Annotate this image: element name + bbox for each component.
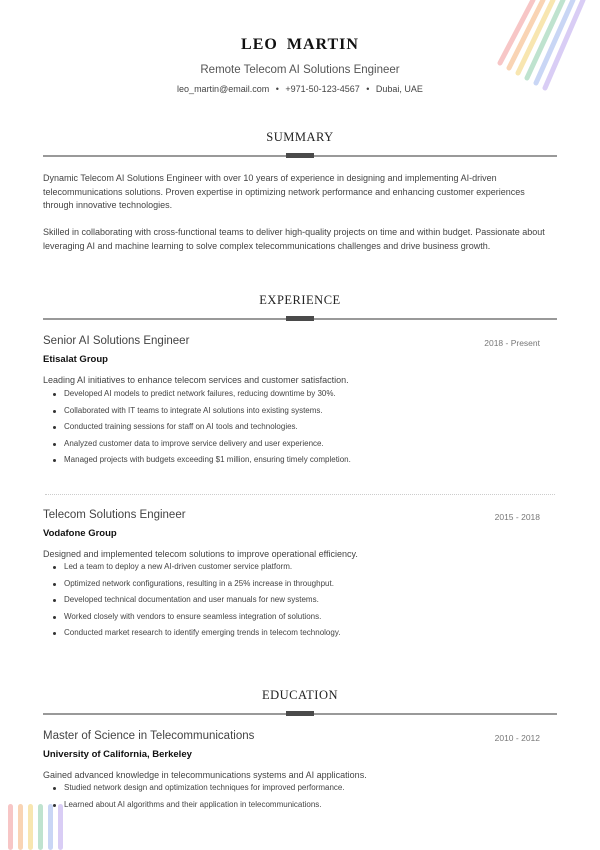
- contact-phone[interactable]: +971-50-123-4567: [285, 84, 360, 94]
- job-bullet: Conducted training sessions for staff on AI tools and technologies.: [53, 420, 351, 437]
- job-bullet: Managed projects with budgets exceeding $1 million, ensuring timely completion.: [53, 453, 351, 470]
- job-dates: 2018 - Present: [484, 338, 540, 348]
- resume-header: [0, 36, 600, 94]
- contact-line: [0, 84, 600, 94]
- decorative-stripe: [18, 804, 23, 850]
- education-description: Gained advanced knowledge in telecommunications systems and AI applications.: [43, 770, 367, 780]
- job-bullet: Optimized network configurations, resulting in a 25% increase in throughput.: [53, 577, 340, 594]
- company-name: Vodafone Group: [43, 528, 117, 539]
- section-title-summary: SUMMARY: [266, 130, 334, 144]
- school-name: University of California, Berkeley: [43, 749, 192, 760]
- education-bullet: Learned about AI algorithms and their application in telecommunications.: [53, 798, 345, 815]
- job-bullet: Developed AI models to predict network failures, reducing downtime by 30%.: [53, 387, 351, 404]
- contact-location: Dubai, UAE: [375, 84, 423, 94]
- job-dates: 2015 - 2018: [494, 512, 540, 522]
- job-bullets: [53, 387, 351, 470]
- job-bullet: Developed technical documentation and user manuals for new systems.: [53, 593, 340, 610]
- section-title-education: EDUCATION: [261, 688, 339, 702]
- company-name: Etisalat Group: [43, 354, 108, 365]
- divider-accent: [286, 316, 314, 321]
- decorative-stripe: [8, 804, 13, 850]
- candidate-name: LEO MARTIN: [241, 36, 359, 53]
- divider-accent: [286, 711, 314, 716]
- job-bullet: Collaborated with IT teams to integrate AI solutions into existing systems.: [53, 404, 351, 421]
- degree-title: Master of Science in Telecommunications: [43, 730, 255, 742]
- job-bullet: Worked closely with vendors to ensure seamless integration of solutions.: [53, 610, 340, 627]
- job-title: Senior AI Solutions Engineer: [43, 335, 190, 347]
- education-bullet: Studied network design and optimization techniques for improved performance.: [53, 781, 345, 798]
- separator-dot: •: [275, 84, 279, 94]
- decorative-stripe: [38, 804, 43, 850]
- job-bullets: [53, 560, 340, 643]
- section-title-experience: EXPERIENCE: [259, 293, 341, 307]
- decorative-stripe: [28, 804, 33, 850]
- divider-accent: [286, 153, 314, 158]
- candidate-role: Remote Telecom AI Solutions Engineer: [200, 64, 400, 76]
- summary-paragraph: Skilled in collaborating with cross-functional teams to deliver high-quality projects on time and within budget. Passionate about leveraging AI and machine learning to solve complex telecommunications challenges and drive business growth.: [43, 227, 545, 251]
- summary-paragraph: Dynamic Telecom AI Solutions Engineer with over 10 years of experience in designing and implementing AI-driven telecommunications solutions. Proven expertise in optimizing network performance and enhancing customer experiences through innovative technologies.: [43, 173, 525, 210]
- contact-email[interactable]: leo_martin@email.com: [177, 84, 270, 94]
- job-bullet: Analyzed customer data to improve service delivery and user experience.: [53, 437, 351, 454]
- job-title: Telecom Solutions Engineer: [43, 509, 186, 521]
- job-bullet: Led a team to deploy a new AI-driven customer service platform.: [53, 560, 340, 577]
- job-description: Leading AI initiatives to enhance telecom services and customer satisfaction.: [43, 375, 349, 385]
- job-description: Designed and implemented telecom solutions to improve operational efficiency.: [43, 549, 358, 559]
- separator-dot: •: [366, 84, 370, 94]
- education-dates: 2010 - 2012: [494, 733, 540, 743]
- education-bullets: [53, 781, 345, 814]
- section-divider: [43, 155, 557, 157]
- job-bullet: Conducted market research to identify emerging trends in telecom technology.: [53, 626, 340, 643]
- section-divider: [43, 713, 557, 715]
- job-separator: [45, 494, 555, 495]
- section-divider: [43, 318, 557, 320]
